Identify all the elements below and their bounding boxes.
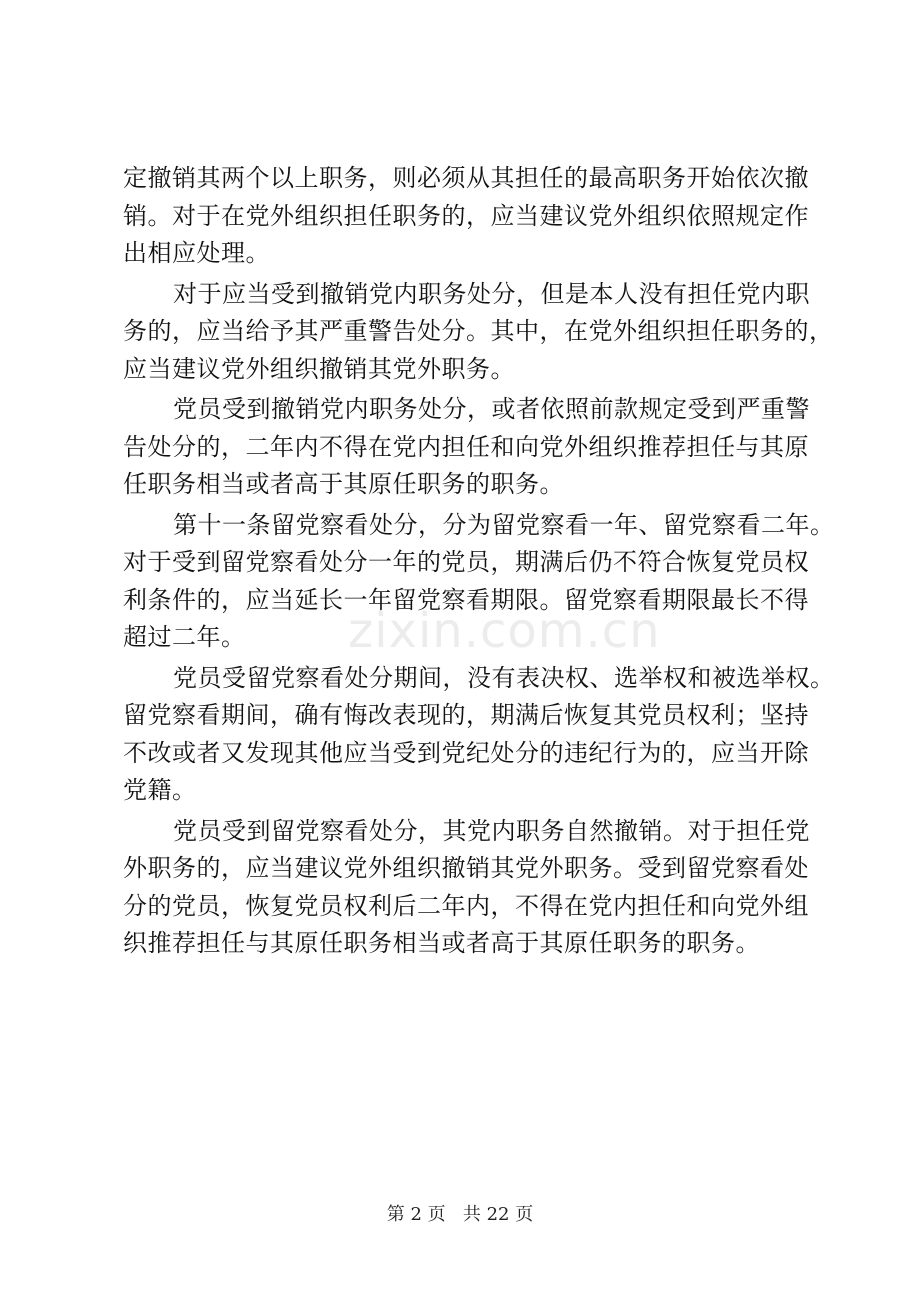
paragraph-line: 对于受到留党察看处分一年的党员，期满后仍不符合恢复党员权 [123, 548, 809, 576]
paragraph-line: 留党察看期间，确有悔改表现的，期满后恢复其党员权利；坚持 [123, 701, 809, 729]
page-total: 共 22 页 [462, 1204, 534, 1225]
paragraph-line: 应当建议党外组织撤销其党外职务。 [123, 354, 515, 383]
paragraph-line: 告处分的，二年内不得在党内担任和向党外组织推荐担任与其原 [123, 432, 809, 461]
paragraph-line: 定撤销其两个以上职务，则必须从其担任的最高职务开始依次撤 [123, 164, 809, 192]
document-body [123, 160, 835, 966]
watermark: zixin.com.cn [348, 603, 661, 659]
paragraph-line: 党员受到留党察看处分，其党内职务自然撤销。对于担任党 [173, 816, 810, 845]
paragraph-line: 对于应当受到撤销党内职务处分，但是本人没有担任党内职 [173, 279, 810, 308]
paragraph-line: 务的，应当给予其严重警告处分。其中，在党外组织担任职务的， [123, 317, 834, 345]
paragraph-line: 任职务相当或者高于其原任职务的职务。 [123, 470, 564, 498]
paragraph-line: 不改或者又发现其他应当受到党纪处分的违纪行为的，应当开除 [123, 738, 809, 767]
paragraph-line: 超过二年。 [123, 623, 246, 651]
paragraph-1 [123, 160, 809, 273]
paragraph-6 [123, 813, 810, 963]
paragraph-3 [123, 391, 810, 504]
paragraph-line: 织推荐担任与其原任职务相当或者高于其原任职务的职务。 [123, 929, 760, 957]
page-number: 第 2 页 [386, 1204, 446, 1225]
paragraph-line: 党员受到撤销党内职务处分，或者依照前款规定受到严重警 [173, 395, 810, 423]
paragraph-5 [123, 660, 835, 810]
paragraph-line: 外职务的，应当建议党外组织撤销其党外职务。受到留党察看处 [123, 854, 809, 882]
paragraph-2 [123, 276, 834, 389]
paragraph-line: 销。对于在党外组织担任职务的，应当建议党外组织依照规定作 [123, 201, 809, 230]
paragraph-line: 第十一条留党察看处分，分为留党察看一年、留党察看二年。 [173, 510, 835, 539]
paragraph-4 [123, 507, 835, 657]
paragraph-line: 分的党员，恢复党员权利后二年内，不得在党内担任和向党外组 [123, 891, 809, 920]
page-footer [0, 1200, 920, 1226]
paragraph-line: 党籍。 [123, 776, 197, 804]
paragraph-line: 出相应处理。 [123, 239, 270, 267]
paragraph-line: 利条件的，应当延长一年留党察看期限。留党察看期限最长不得 [123, 585, 809, 614]
paragraph-line: 党员受留党察看处分期间，没有表决权、选举权和被选举权。 [173, 663, 835, 692]
